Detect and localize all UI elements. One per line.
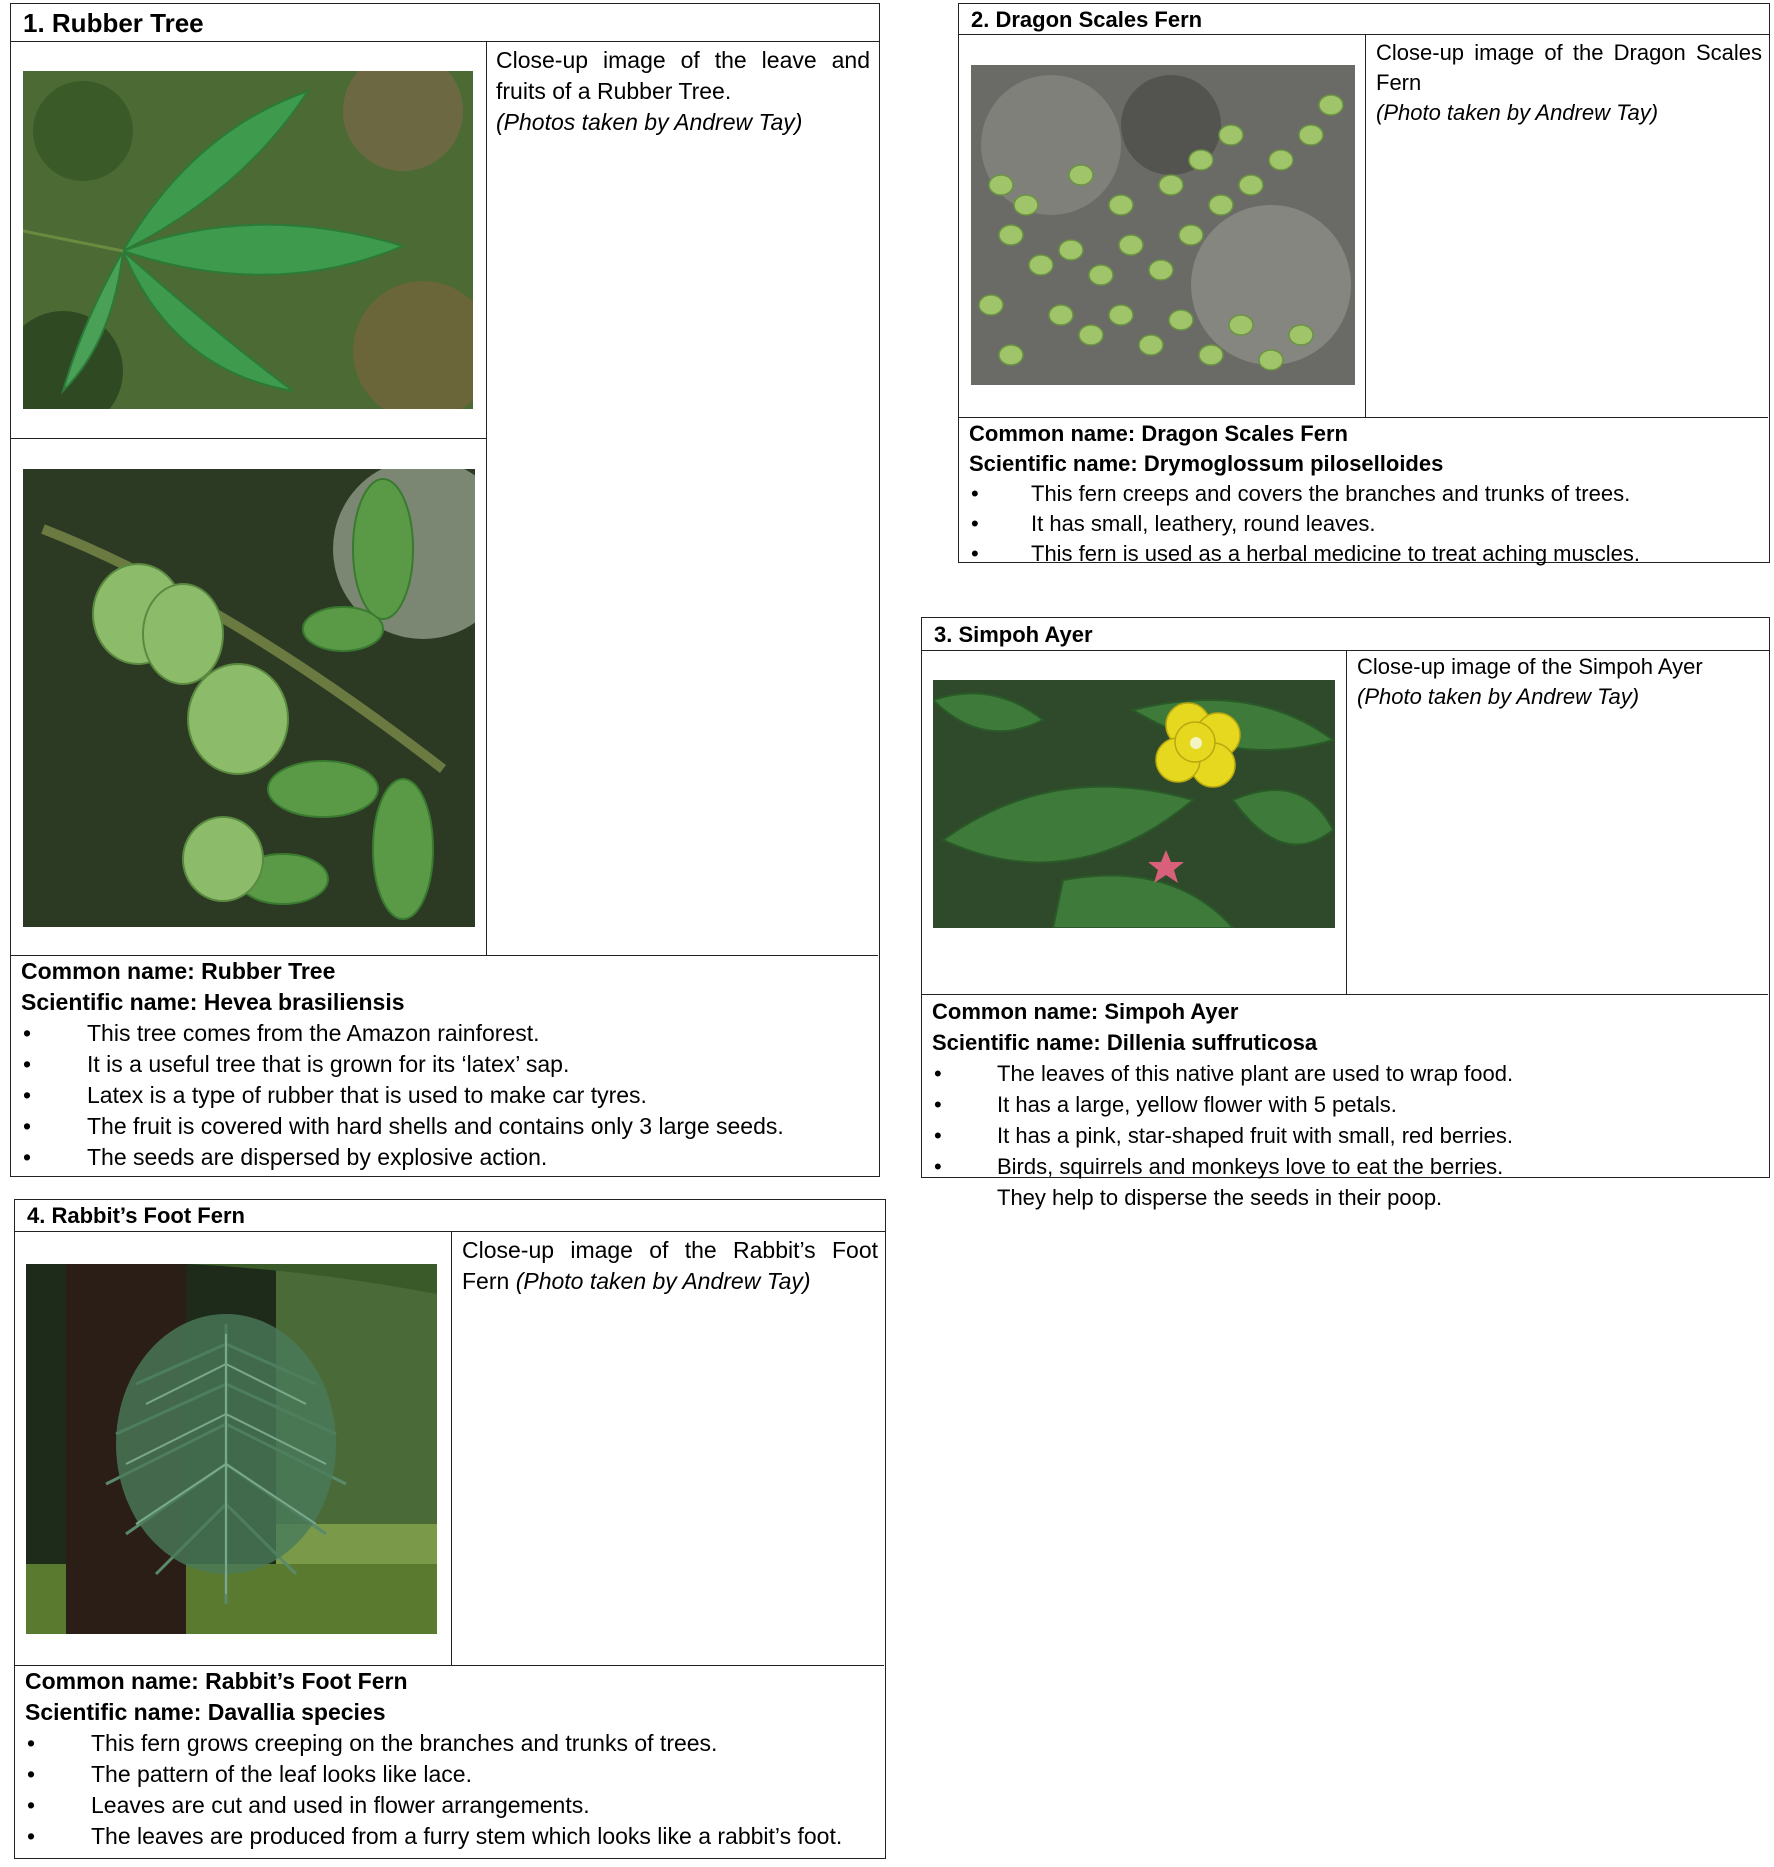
photo-caption	[462, 1235, 878, 1297]
bullet: •	[27, 1761, 36, 1787]
column-divider	[1365, 35, 1366, 418]
photo-credit: (Photo taken by Andrew Tay)	[515, 1268, 811, 1294]
caption-text: Close-up image of the Dragon Scales Fern	[1376, 40, 1762, 95]
bullet: •	[934, 1154, 942, 1179]
bullet: •	[934, 1123, 942, 1148]
photo-credit: (Photo taken by Andrew Tay)	[1376, 100, 1659, 125]
plant-card-dragon-scales-fern	[958, 3, 1770, 566]
common-name: Common name: Rabbit’s Foot Fern	[25, 1668, 408, 1694]
common-name: Common name: Dragon Scales Fern	[969, 421, 1348, 446]
list-item: • This fern is used as a herbal medicine to treat aching muscles.	[969, 539, 1640, 569]
plant-card-rubber-tree	[10, 3, 880, 1177]
bullet: •	[23, 1113, 32, 1139]
section-divider	[959, 417, 1768, 418]
column-divider	[486, 42, 487, 956]
rubber-tree-leaves-photo	[23, 71, 473, 409]
list-item: • The leaves of this native plant are used to wrap food.	[932, 1058, 1513, 1089]
list-item: • It has a large, yellow flower with 5 petals.	[932, 1089, 1513, 1120]
plant-card-simpoh-ayer	[921, 617, 1770, 1210]
column-divider	[451, 1232, 452, 1666]
plant-info	[969, 419, 1640, 569]
photo-caption	[1376, 38, 1762, 128]
bullet: •	[27, 1730, 36, 1756]
card-title: 4. Rabbit’s Foot Fern	[15, 1200, 885, 1232]
list-item: • The fruit is covered with hard shells and contains only 3 large seeds.	[21, 1111, 784, 1142]
photo-caption	[496, 45, 870, 138]
bullet: •	[934, 1061, 942, 1086]
plant-card-rabbits-foot-fern	[14, 1199, 886, 1859]
scientific-name: Scientific name: Dillenia suffruticosa	[932, 1030, 1318, 1055]
list-item: • Leaves are cut and used in flower arrangements.	[25, 1790, 842, 1821]
list-item: • The leaves are produced from a furry stem which looks like a rabbit’s foot.	[25, 1821, 842, 1852]
photo-credit: (Photo taken by Andrew Tay)	[1357, 684, 1640, 709]
fact-list	[969, 479, 1640, 569]
list-item: • It has small, leathery, round leaves.	[969, 509, 1640, 539]
list-item: • This tree comes from the Amazon rainforest.	[21, 1018, 784, 1049]
plant-info	[21, 956, 784, 1173]
scientific-name: Scientific name: Hevea brasiliensis	[21, 989, 405, 1015]
caption-text: Close-up image of the leave and fruits of a Rubber Tree.	[496, 47, 870, 104]
list-item: • The pattern of the leaf looks like lace.	[25, 1759, 842, 1790]
list-item: • It has a pink, star-shaped fruit with small, red berries.	[932, 1120, 1513, 1151]
dragon-scales-fern-photo	[971, 65, 1355, 385]
rubber-tree-fruits-photo	[23, 469, 475, 927]
photo-divider	[11, 438, 487, 439]
list-item: • This fern grows creeping on the branches and trunks of trees.	[25, 1728, 842, 1759]
photo-credit: (Photos taken by Andrew Tay)	[496, 109, 803, 135]
scientific-name: Scientific name: Drymoglossum piloselloides	[969, 451, 1444, 476]
card-title: 3. Simpoh Ayer	[922, 618, 1769, 651]
list-item: • Birds, squirrels and monkeys love to eat the berries.	[932, 1151, 1513, 1182]
bullet: •	[934, 1092, 942, 1117]
bullet: •	[23, 1020, 32, 1046]
fact-list	[21, 1018, 784, 1173]
bullet: •	[27, 1792, 36, 1818]
fact-list	[932, 1058, 1513, 1213]
card-title: 1. Rubber Tree	[11, 4, 879, 42]
fact-list	[25, 1728, 842, 1852]
plant-info	[25, 1666, 842, 1852]
bullet: •	[27, 1823, 36, 1849]
caption-text: Close-up image of the Rabbit’s Foot Fern	[462, 1237, 878, 1294]
list-item-continuation: They help to disperse the seeds in their poop.	[997, 1185, 1443, 1210]
column-divider	[1346, 651, 1347, 995]
bullet: •	[23, 1144, 32, 1170]
common-name: Common name: Simpoh Ayer	[932, 999, 1239, 1024]
bullet: •	[23, 1051, 32, 1077]
rabbits-foot-fern-photo	[26, 1264, 437, 1634]
bullet: •	[971, 511, 979, 536]
simpoh-ayer-flower-photo	[933, 680, 1335, 928]
bullet: •	[23, 1082, 32, 1108]
list-item: • Latex is a type of rubber that is used to make car tyres.	[21, 1080, 784, 1111]
plant-info	[932, 996, 1513, 1213]
bullet: •	[971, 481, 979, 506]
section-divider	[922, 994, 1768, 995]
list-item: • This fern creeps and covers the branches and trunks of trees.	[969, 479, 1640, 509]
bullet: •	[971, 541, 979, 566]
card-title: 2. Dragon Scales Fern	[959, 4, 1769, 35]
list-item: • The seeds are dispersed by explosive action.	[21, 1142, 784, 1173]
list-item: • It is a useful tree that is grown for its ‘latex’ sap.	[21, 1049, 784, 1080]
scientific-name: Scientific name: Davallia species	[25, 1699, 386, 1725]
common-name: Common name: Rubber Tree	[21, 958, 336, 984]
photo-caption	[1357, 652, 1757, 712]
caption-text: Close-up image of the Simpoh Ayer	[1357, 654, 1703, 679]
